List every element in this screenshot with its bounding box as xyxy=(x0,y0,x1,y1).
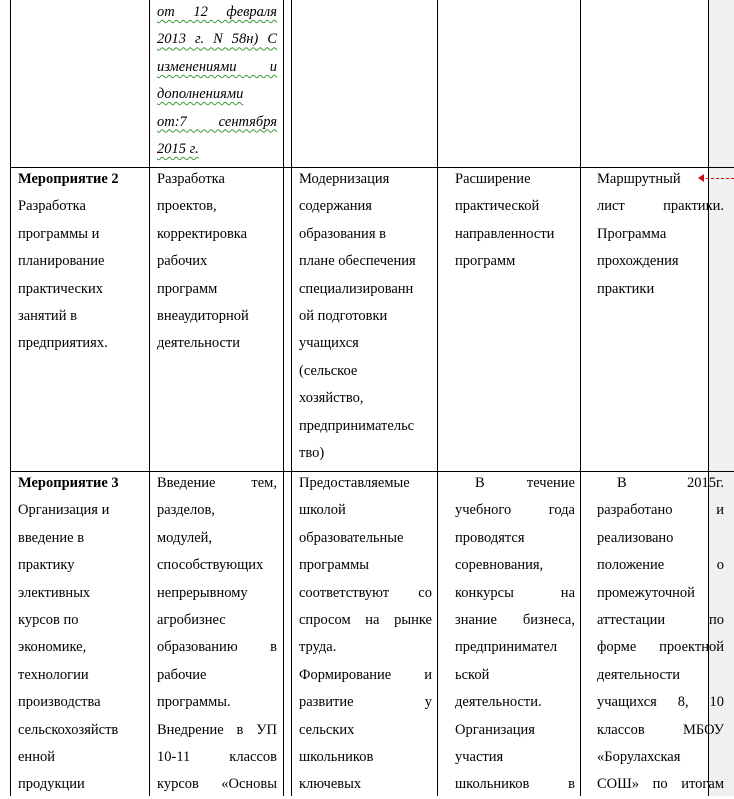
cell-line: предпринимательс xyxy=(299,417,415,434)
cell-line: плане обеспечения xyxy=(299,253,416,270)
cell-line: школьников в xyxy=(455,776,575,793)
comment-anchor-arrow-icon[interactable] xyxy=(698,174,704,182)
cell-line: агробизнес xyxy=(157,612,226,629)
cell-line: Организация и xyxy=(18,502,110,519)
table-border-col2-inner xyxy=(291,0,292,796)
cell-line: проектов, xyxy=(157,198,217,215)
cell-line: Модернизация xyxy=(299,171,390,187)
cell-line: соответствуют со xyxy=(299,584,432,601)
cell-line: рабочие xyxy=(157,666,207,683)
cell-line: производства xyxy=(18,694,101,711)
cell-line: направленности xyxy=(455,225,555,242)
table-cell-row2-col2 xyxy=(157,470,277,799)
table-cell-row1-col1 xyxy=(18,166,144,358)
cell-line: прохождения xyxy=(597,253,679,270)
table-cell-row1-col4 xyxy=(455,166,575,276)
cell-line: реализовано xyxy=(597,529,674,546)
cell-line: элективных xyxy=(18,584,91,601)
cell-line: практической xyxy=(455,198,540,215)
cell-line: деятельности xyxy=(597,666,681,683)
table-cell-row0-col2 xyxy=(157,0,277,163)
cell-line: 2013 г. N 58н) С xyxy=(157,31,277,48)
cell-line: конкурсы на xyxy=(455,584,575,601)
cell-line: образовательные xyxy=(299,529,404,546)
cell-line: ой подготовки xyxy=(299,308,388,325)
table-border-col4 xyxy=(580,0,581,796)
table-cell-row1-col2 xyxy=(157,166,279,358)
cell-line: введение в xyxy=(18,529,85,546)
cell-line: практических xyxy=(18,280,103,297)
table-border-col2 xyxy=(283,0,284,796)
cell-line: специализированн xyxy=(299,280,414,297)
cell-line: практику xyxy=(18,557,75,574)
cell-line: развитие у xyxy=(299,694,432,711)
cell-line: Разработка xyxy=(157,171,225,187)
cell-line: планирование xyxy=(18,253,105,270)
cell-line: Программа xyxy=(597,225,667,242)
cell-line: деятельности xyxy=(157,335,241,352)
table-cell-row1-col3 xyxy=(299,166,433,467)
cell-line: ьской xyxy=(455,666,490,683)
cell-line: хозяйство, xyxy=(299,390,364,407)
cell-line: программы. xyxy=(157,694,231,711)
cell-line: технологии xyxy=(18,666,89,683)
cell-line: Введение тем, xyxy=(157,475,277,491)
cell-line: способствующих xyxy=(157,557,264,574)
cell-line: Организация xyxy=(455,721,535,738)
cell-line: СОШ» по итогам xyxy=(597,776,724,793)
cell-line: Расширение xyxy=(455,171,531,187)
cell-line: аттестации по xyxy=(597,612,724,629)
cell-line: от:7 сентября xyxy=(157,113,277,130)
cell-line: 2015 г. xyxy=(157,141,199,158)
cell-line: курсов по xyxy=(18,612,79,629)
cell-line: (сельское xyxy=(299,362,358,379)
cell-line: знание бизнеса, xyxy=(455,612,575,629)
cell-line: Маршрутный xyxy=(597,171,681,187)
cell-line: образованию в xyxy=(157,639,277,656)
cell-line: положение о xyxy=(597,557,724,574)
cell-line: Разработка xyxy=(18,198,86,215)
cell-line: учебного года xyxy=(455,502,575,519)
cell-line: предприятиях. xyxy=(18,335,108,352)
cell-line: дополнениями xyxy=(157,86,244,103)
cell-line: «Борулахская xyxy=(597,749,681,766)
cell-line: промежуточной xyxy=(597,584,695,601)
cell-line: программы и xyxy=(18,225,100,242)
cell-line: программ xyxy=(157,280,218,297)
cell-line: рабочих xyxy=(157,253,208,270)
cell-line: программы xyxy=(299,557,369,574)
cell-line: занятий в xyxy=(18,308,77,325)
cell-line: деятельности. xyxy=(455,694,542,711)
cell-line: соревнования, xyxy=(455,557,544,574)
cell-line: предпринимател xyxy=(455,639,558,656)
cell-line: разделов, xyxy=(157,502,215,519)
activity-title: Мероприятие 2 xyxy=(18,171,119,187)
table-border-left xyxy=(10,0,11,796)
cell-line: Предоставляемые xyxy=(299,475,410,491)
cell-line: участия xyxy=(455,749,504,766)
cell-line: сельских xyxy=(299,721,355,738)
cell-line: продукции xyxy=(18,776,85,793)
table-cell-row2-col3 xyxy=(299,470,432,799)
cell-line: от 12 февраля xyxy=(157,4,277,20)
cell-line: Формирование и xyxy=(299,666,432,683)
cell-line: разработано и xyxy=(597,502,724,519)
cell-line: содержания xyxy=(299,198,372,215)
cell-line: курсов «Основы xyxy=(157,776,277,793)
cell-line: модулей, xyxy=(157,529,213,546)
cell-line: енной xyxy=(18,749,55,766)
cell-line: образования в xyxy=(299,225,386,242)
cell-line: внеаудиторной xyxy=(157,308,249,325)
cell-line: Внедрение в УП xyxy=(157,721,277,738)
cell-line: экономике, xyxy=(18,639,87,656)
table-cell-row2-col1 xyxy=(18,470,144,799)
cell-line: В течение xyxy=(475,475,575,491)
cell-line: форме проектной xyxy=(597,639,724,656)
cell-line: сельскохозяйств xyxy=(18,721,119,738)
cell-line: труда. xyxy=(299,639,337,656)
cell-line: корректировка xyxy=(157,225,248,242)
cell-line: В 2015г. xyxy=(617,475,724,491)
table-border-col3 xyxy=(437,0,438,796)
cell-line: школой xyxy=(299,502,346,519)
cell-line: изменениями и xyxy=(157,58,277,75)
cell-line: проводятся xyxy=(455,529,525,546)
comment-anchor-line[interactable] xyxy=(701,178,734,180)
cell-line: учащихся xyxy=(299,335,359,352)
cell-line: тво) xyxy=(299,445,325,462)
table-cell-row2-col5 xyxy=(597,470,724,799)
cell-line: программ xyxy=(455,253,516,270)
table-border-col1 xyxy=(149,0,150,796)
activity-title: Мероприятие 3 xyxy=(18,475,119,491)
cell-line: ключевых xyxy=(299,776,362,793)
cell-line: непрерывному xyxy=(157,584,248,601)
table-cell-row2-col4 xyxy=(455,470,575,799)
cell-line: школьников xyxy=(299,749,374,766)
table-cell-row1-col5 xyxy=(597,166,724,303)
cell-line: лист практики. xyxy=(597,198,724,215)
cell-line: классов МБОУ xyxy=(597,721,724,738)
cell-line: учащихся 8, 10 xyxy=(597,694,724,711)
cell-line: спросом на рынке xyxy=(299,612,432,629)
cell-line: 10-11 классов xyxy=(157,749,277,766)
cell-line: практики xyxy=(597,280,655,297)
